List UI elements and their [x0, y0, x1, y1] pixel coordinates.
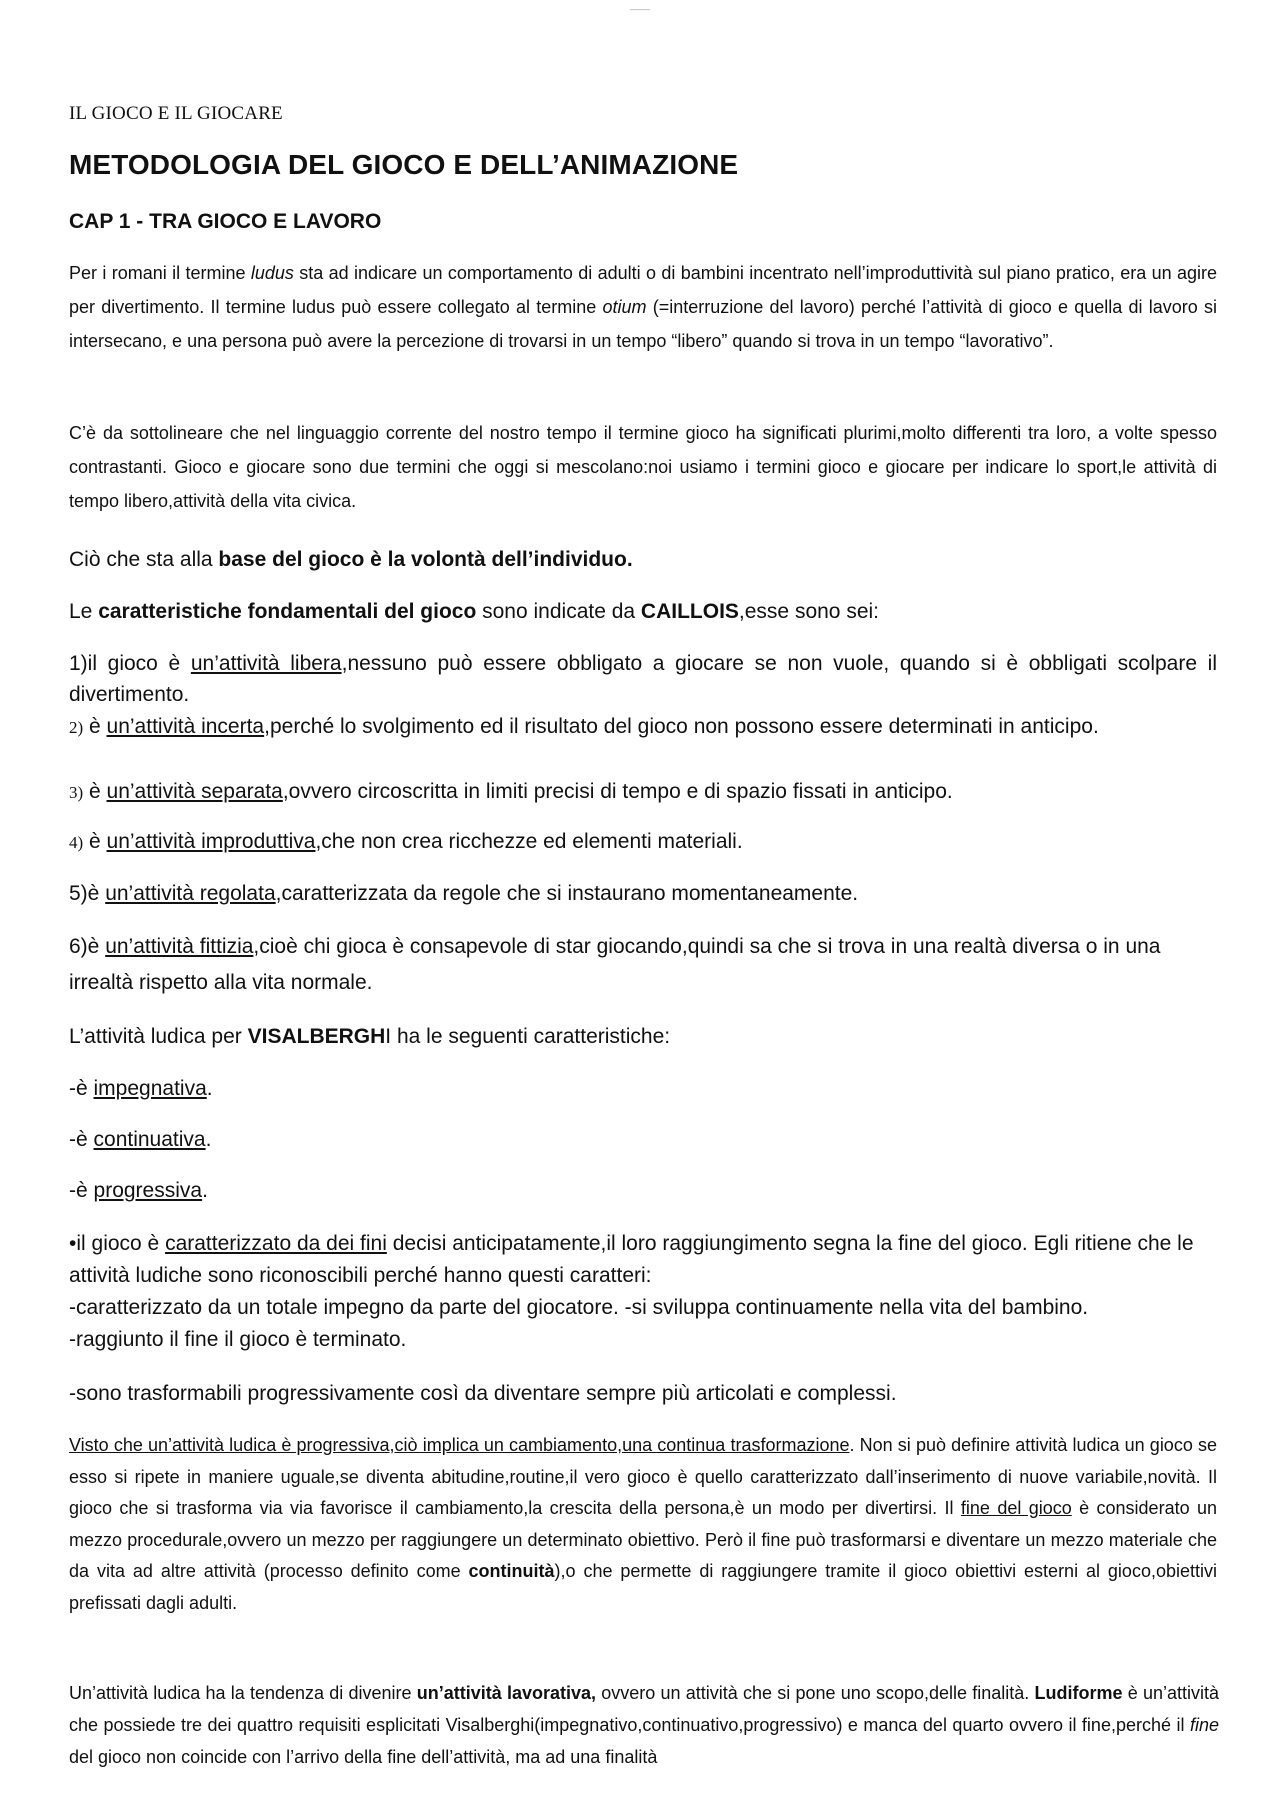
list-number: 3) — [69, 783, 84, 802]
bullet-paragraph — [69, 1228, 1217, 1356]
bold-text-visalberghi: VISALBERGH — [247, 1025, 386, 1048]
text-run: -è — [69, 1128, 94, 1151]
underlined-text: un’attività regolata — [105, 882, 276, 905]
list-number: 4) — [69, 833, 84, 852]
paragraph-progressiva — [69, 1430, 1217, 1619]
bold-text-ludiforme: Ludiforme — [1034, 1683, 1123, 1703]
text-run: sono indicate da — [476, 600, 641, 623]
text-run: è — [83, 830, 107, 853]
text-run: •il gioco è — [69, 1232, 166, 1255]
underlined-text: progressiva — [93, 1179, 203, 1202]
text-run: L’attività ludica per — [69, 1025, 248, 1048]
trait-item — [69, 1073, 1217, 1105]
underlined-text: un’attività separata — [106, 780, 283, 803]
bold-text: un’attività lavorativa, — [416, 1683, 597, 1703]
list-item — [69, 929, 1199, 1001]
list-number: 1)il gioco è — [69, 652, 191, 675]
text-run: I ha le seguenti caratteristiche: — [385, 1025, 671, 1048]
text-run: ,ovvero circoscritta in limiti precisi di tempo e di spazio fissati in anticipo. — [282, 780, 953, 803]
bullet-line: -raggiunto il fine il gioco è terminato. — [69, 1328, 407, 1351]
list-item — [69, 878, 1217, 910]
underlined-text: fine del gioco — [960, 1498, 1072, 1518]
text-run: decisi anticipatamente,il loro raggiungimento segna la fine del gioco. Egli ritiene che le attività ludiche sono riconoscibili perché hanno questi caratteri: — [69, 1232, 1194, 1287]
paragraph-base-del-gioco — [69, 544, 1217, 576]
text-run: è considerato un mezzo procedurale,ovvero un mezzo per raggiungere un determinato obiettivo. Però il fine può trasformarsi e diventare un mezzo materiale che da vita ad altre attività (processo definito come — [69, 1498, 1217, 1581]
underlined-text: un’attività incerta — [106, 715, 265, 738]
text-run: Un’attività ludica ha la tendenza di divenire — [69, 1683, 417, 1703]
paragraph-caillois — [69, 596, 1217, 628]
bold-text: caratteristiche fondamentali del gioco — [98, 600, 477, 623]
list-item — [69, 648, 1217, 710]
bold-text: base del gioco è la volontà dell’individuo. — [218, 548, 633, 571]
chapter-heading: CAP 1 - TRA GIOCO E LAVORO — [69, 210, 382, 233]
text-run: ovvero un attività che si pone uno scopo,delle finalità. — [596, 1683, 1035, 1703]
bold-text-caillois: CAILLOIS — [640, 600, 739, 623]
document-heading-serif: IL GIOCO E IL GIOCARE — [69, 103, 283, 124]
list-number: 6)è — [69, 935, 106, 958]
text-run: Per i romani il termine — [69, 263, 251, 283]
list-number: 2) — [69, 718, 84, 737]
text-run: ),o che permette di raggiungere tramite il gioco obiettivi esterni al gioco,obiettivi prefissati dagli adulti. — [69, 1561, 1217, 1613]
italic-term-ludus: ludus — [250, 263, 294, 283]
bold-text: continuità — [468, 1561, 555, 1581]
text-run: . — [202, 1179, 208, 1202]
paragraph-ludus — [69, 256, 1217, 358]
text-run: . Non si può definire attività ludica un gioco se esso si ripete in maniere uguale,se diventa abitudine,routine,il vero gioco è quello caratterizzato dall’inserimento di nuove variabile,novità. Il gioco che si trasforma via via favorisce il cambiamento,la crescita della persona,è un modo per divertirsi. Il — [69, 1435, 1217, 1518]
trait-item — [69, 1124, 1217, 1156]
text-run: (=interruzione del lavoro) perché l’attività di gioco e quella di lavoro si intersecano, e una persona può avere la percezione di trovarsi in un tempo “libero” quando si trova in un tempo “lavorativo”. — [69, 297, 1217, 351]
text-run: è — [83, 780, 107, 803]
italic-term-otium: otium — [602, 297, 647, 317]
text-run: è — [83, 715, 107, 738]
text-run: . — [206, 1077, 213, 1100]
text-run: ,caratterizzata da regole che si instaurano momentaneamente. — [275, 882, 859, 905]
list-item — [69, 776, 1217, 809]
list-item — [69, 711, 1217, 744]
paragraph-linguaggio: C’è da sottolineare che nel linguaggio corrente del nostro tempo il termine gioco ha significati plurimi,molto differenti tra loro, a volte spesso contrastanti. Gioco e giocare sono due termini che oggi si mescolano:noi usiamo i termini gioco e giocare per indicare lo sport,le attività di tempo libero,attività della vita civica. — [69, 423, 1217, 511]
text-run: è un’attività che possiede tre dei quattro requisiti esplicitati Visalberghi(impegnativo,continuativo,progressivo) e manca del quarto ovvero il fine,perché il — [69, 1683, 1219, 1735]
text-run: ,perché lo svolgimento ed il risultato del gioco non possono essere determinati in anticipo. — [264, 715, 1099, 738]
bullet-line — [69, 1228, 1217, 1292]
underlined-text: caratterizzato da dei fini — [165, 1232, 387, 1255]
paragraph-ludiforme — [69, 1677, 1219, 1773]
list-item — [69, 826, 1217, 859]
paragraph-visalberghi — [69, 1021, 1217, 1053]
text-run: ,che non crea ricchezze ed elementi materiali. — [315, 830, 743, 853]
text-run: ,cioè chi gioca è consapevole di star giocando,quindi sa che si trova in una realtà diversa o in una irrealtà rispetto alla vita normale. — [69, 935, 1161, 994]
text-run: . — [205, 1128, 212, 1151]
text-run: -è — [69, 1077, 94, 1100]
text-run: ,nessuno può essere obbligato a giocare se non vuole, quando si è obbligati scolpare il divertimento. — [69, 652, 1218, 706]
text-run: Ciò che sta alla — [69, 548, 219, 571]
list-number: 5)è — [69, 882, 106, 905]
text-run: del gioco non coincide con l’arrivo della fine dell’attività, ma ad una finalità — [69, 1747, 658, 1767]
bullet-line: -caratterizzato da un totale impegno da parte del giocatore. -si sviluppa continuamente nella vita del bambino. — [69, 1296, 1089, 1319]
text-run: ,esse sono sei: — [738, 600, 880, 623]
page-top-mark: ____ — [630, 0, 651, 10]
text-run: Le — [69, 600, 99, 623]
trait-item — [69, 1175, 1217, 1207]
underlined-text: Visto che un’attività ludica è progressiva,ciò implica un cambiamento,una continua trasformazione — [69, 1435, 850, 1455]
document-title: METODOLOGIA DEL GIOCO E DELL’ANIMAZIONE — [69, 149, 739, 180]
underlined-text: un’attività improduttiva — [106, 830, 316, 853]
text-run: sta ad indicare un comportamento di adulti o di bambini incentrato nell’improduttività sul piano pratico, era un agire per divertimento. Il termine ludus può essere collegato al termine — [69, 263, 1218, 317]
underlined-text: un’attività fittizia — [105, 935, 254, 958]
text-run: -è — [69, 1179, 94, 1202]
paragraph-trasformabili: -sono trasformabili progressivamente così da diventare sempre più articolati e complessi. — [69, 1382, 897, 1405]
italic-text: fine — [1189, 1715, 1219, 1735]
underlined-text: impegnativa — [93, 1077, 207, 1100]
underlined-text: un’attività libera — [190, 652, 342, 675]
underlined-text: continuativa — [93, 1128, 206, 1151]
